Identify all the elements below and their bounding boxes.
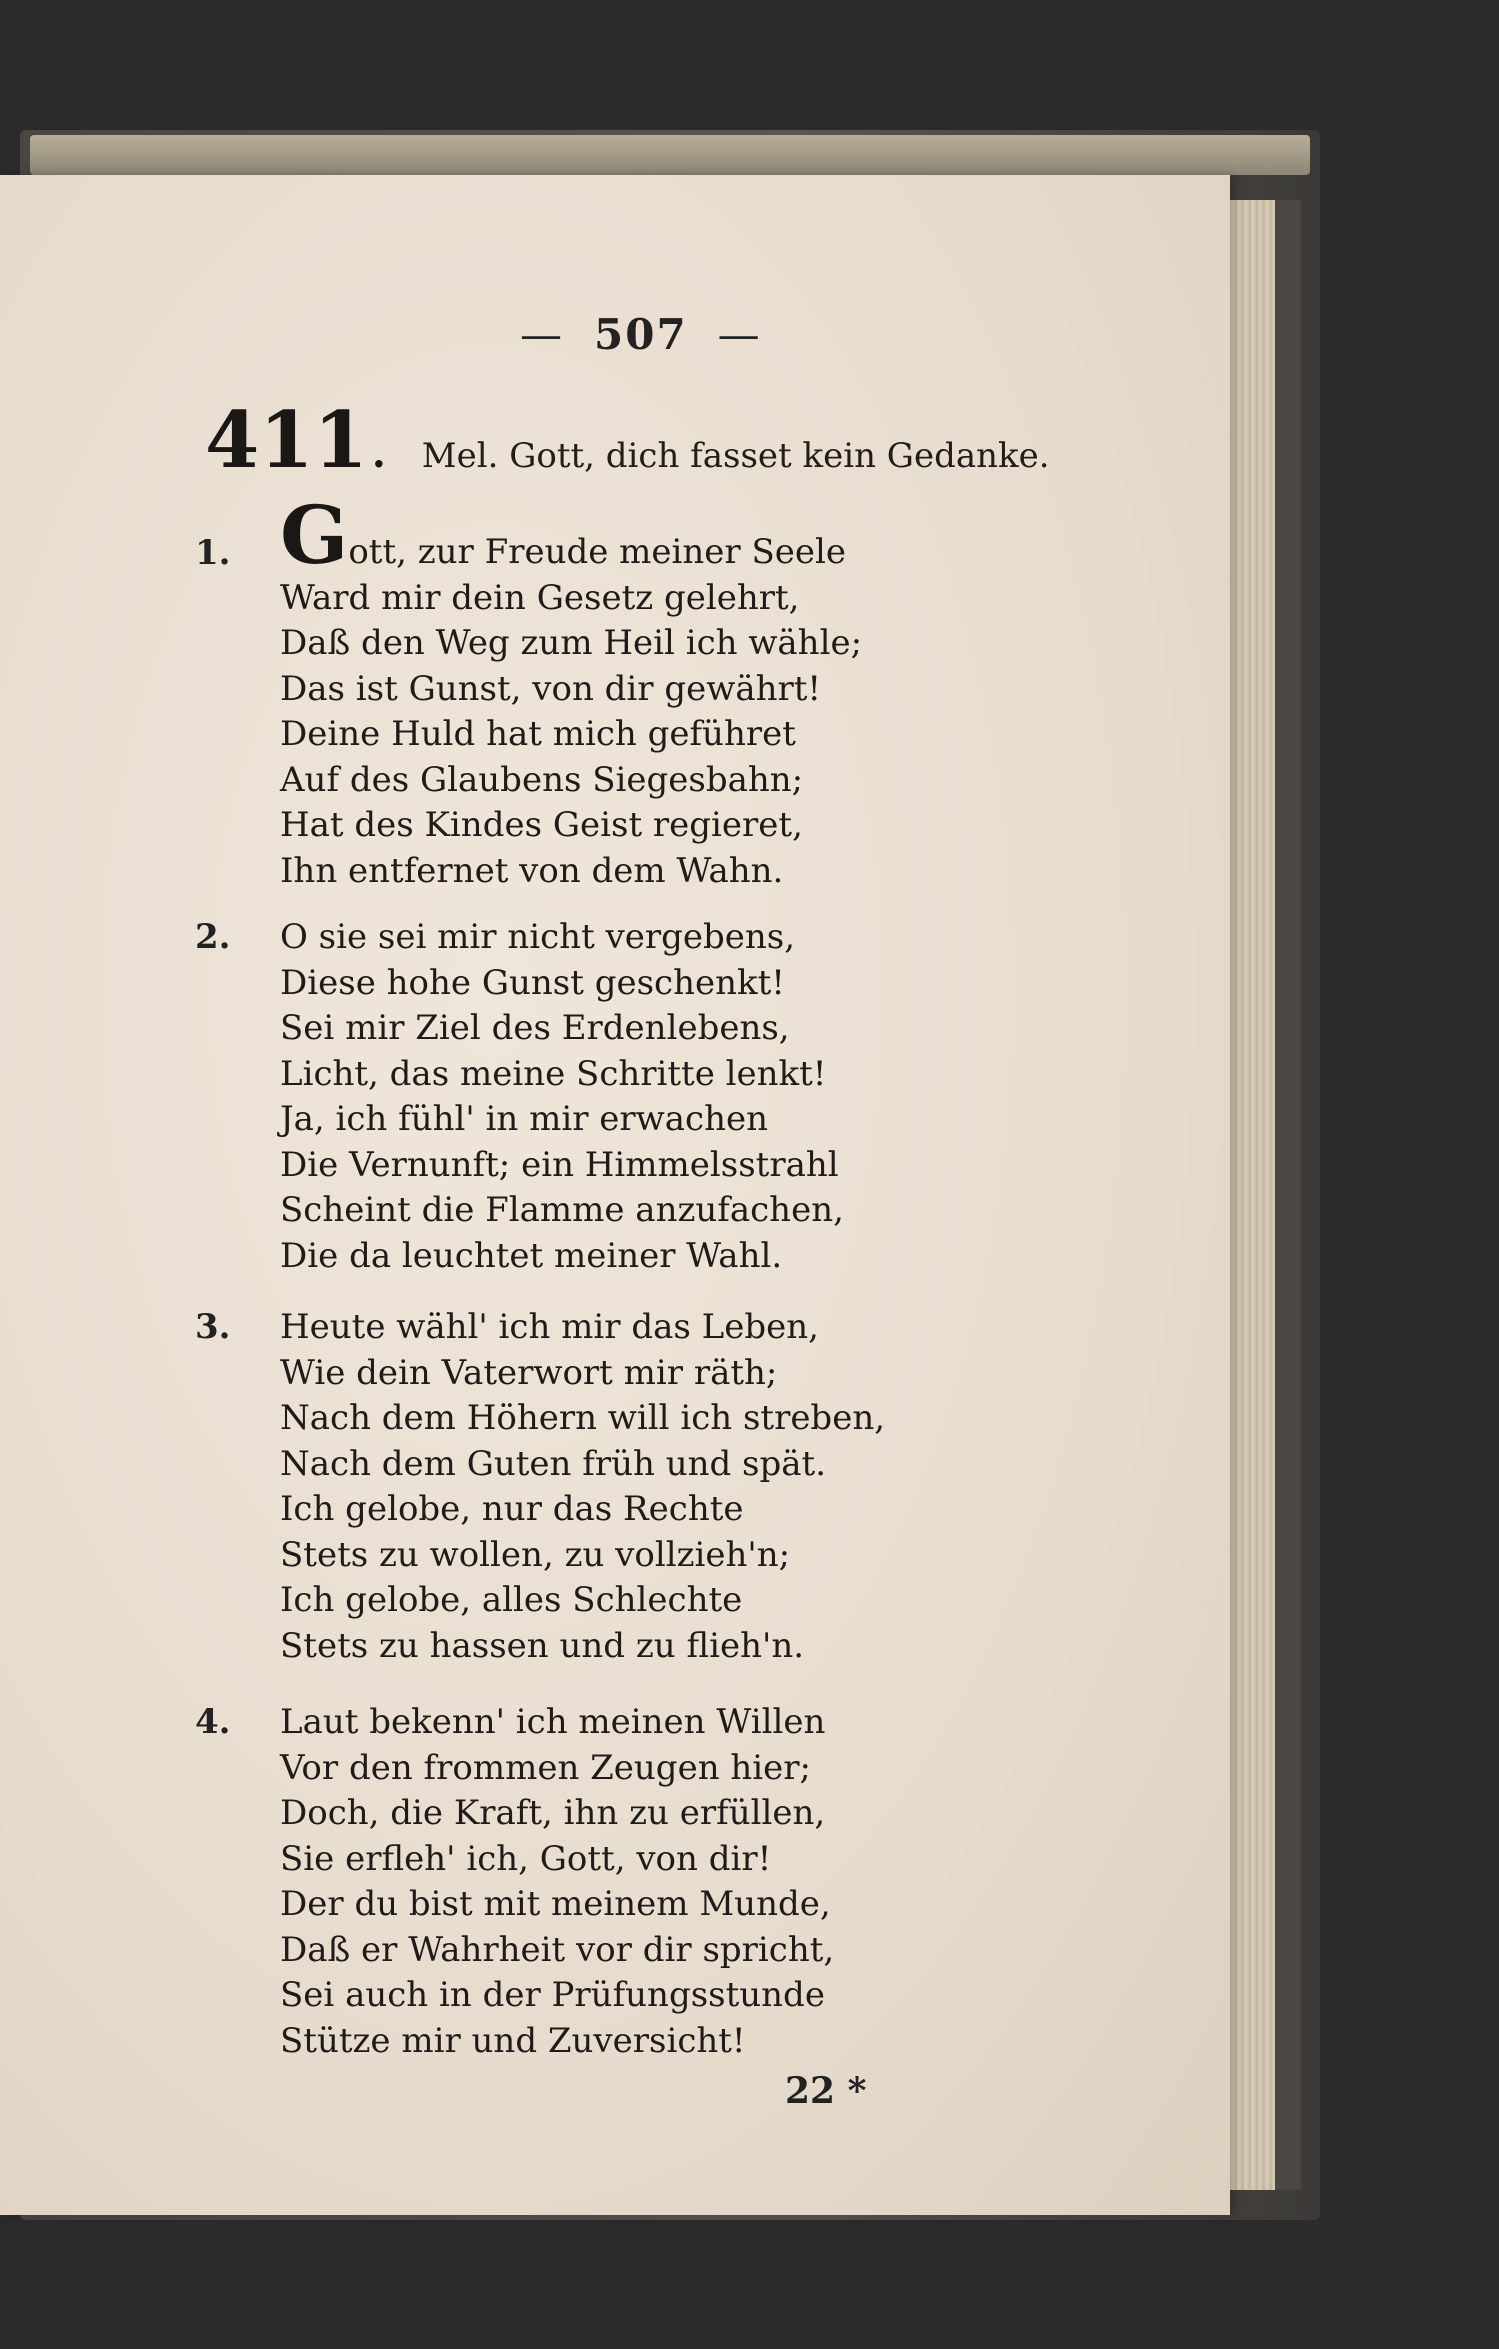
verse-line: Stets zu hassen und zu flieh'n.	[280, 1625, 805, 1666]
verse-line: Hat des Kindes Geist regieret,	[280, 805, 803, 845]
verse-line: Stets zu wollen, zu vollzieh'n;	[280, 1534, 791, 1575]
verse-line: Heute wähl' ich mir das Leben,	[280, 1307, 819, 1347]
verse-line: Sei auch in der Prüfungsstunde	[280, 1975, 825, 2015]
verse-line: Deine Huld hat mich geführet	[280, 714, 796, 754]
signature-mark: 22 *	[785, 2070, 867, 2112]
verse-line: Die da leuchtet meiner Wahl.	[280, 1235, 783, 1276]
drop-initial: G	[280, 488, 349, 582]
melody-line: Mel. Gott, dich fasset kein Gedanke.	[421, 436, 1050, 476]
verse-line: Nach dem Guten früh und spät.	[280, 1443, 827, 1484]
verse-line: Sei mir Ziel des Erdenlebens,	[280, 1008, 790, 1048]
verse-line: Daß den Weg zum Heil ich wähle;	[280, 623, 863, 663]
verse-line: Doch, die Kraft, ihn zu erfüllen,	[280, 1793, 826, 1833]
page-number-dash-right: —	[717, 310, 762, 359]
hymn-number: 411	[205, 395, 368, 486]
page-number	[490, 310, 792, 359]
verse-line: Ja, ich fühl' in mir erwachen	[280, 1099, 769, 1139]
stanza-lines	[280, 488, 863, 894]
verse-line: Wie dein Vaterwort mir räth;	[280, 1352, 778, 1393]
verse-line: Das ist Gunst, von dir gewährt!	[280, 668, 822, 709]
hymn-number-dot: .	[371, 430, 386, 477]
verse-line: Die Vernunft; ein Himmelsstrahl	[280, 1144, 839, 1185]
verse-line: Der du bist mit meinem Munde,	[280, 1884, 831, 1924]
stanza-lines	[280, 1700, 834, 2064]
verse-line: Ich gelobe, nur das Rechte	[280, 1489, 744, 1529]
stanza-lines	[280, 915, 844, 1279]
verse-line: O sie sei mir nicht vergebens,	[280, 917, 796, 957]
first-line-rest: ott, zur Freude meiner Seele	[348, 532, 847, 572]
stanza-number: 1.	[195, 533, 231, 573]
stanza-lines	[280, 1305, 885, 1669]
verse-line: Auf des Glaubens Siegesbahn;	[280, 759, 804, 800]
verse-line: Ward mir dein Gesetz gelehrt,	[280, 577, 800, 618]
verse-line: Ich gelobe, alles Schlechte	[280, 1580, 743, 1620]
page-number-value: 507	[594, 310, 688, 359]
verse-line: Licht, das meine Schritte lenkt!	[280, 1053, 827, 1094]
verse-line: Nach dem Höhern will ich streben,	[280, 1398, 886, 1438]
verse-line: Laut bekenn' ich meinen Willen	[280, 1702, 826, 1742]
verse-line: Daß er Wahrheit vor dir spricht,	[280, 1929, 835, 1970]
hymn-header	[205, 395, 1050, 486]
verse-line: Scheint die Flamme anzufachen,	[280, 1190, 844, 1230]
verse-line: Ihn entfernet von dem Wahn.	[280, 850, 784, 891]
stanza-number: 4.	[195, 1702, 231, 1742]
book-cover-top-edge	[30, 135, 1310, 175]
verse-line: Stütze mir und Zuversicht!	[280, 2020, 746, 2061]
stanza-number: 3.	[195, 1307, 231, 1347]
verse-line: Vor den frommen Zeugen hier;	[280, 1747, 812, 1788]
verse-line: Sie erfleh' ich, Gott, von dir!	[280, 1838, 772, 1879]
stanza-first-line	[280, 488, 862, 582]
stanza-number: 2.	[195, 917, 231, 957]
verse-line: Diese hohe Gunst geschenkt!	[280, 962, 785, 1003]
page-number-dash-left: —	[520, 310, 564, 359]
